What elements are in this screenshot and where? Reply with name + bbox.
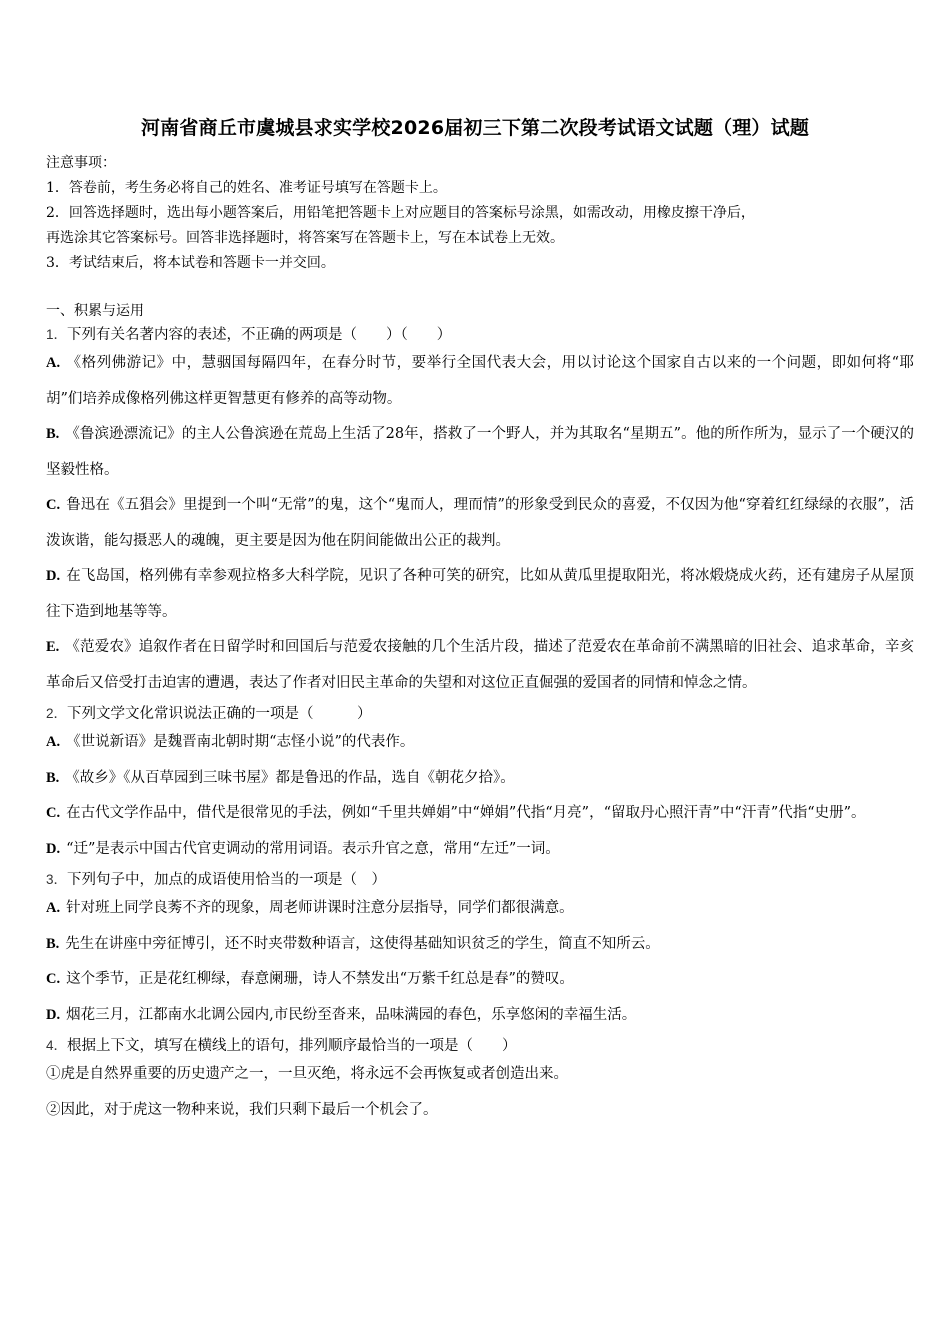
option-text: 在古代文学作品中，借代是很常见的手法，例如“千里共婵娟”中“婵娟”代指“月亮”，“留取丹心照汗青”中“汗青”代指“史册”。 (66, 805, 866, 821)
question-4-sentence-1 (46, 1057, 914, 1093)
question-2-option-a (46, 725, 914, 761)
option-label: D. (46, 840, 61, 857)
question-number: 3． (46, 872, 68, 887)
question-1-option-e (46, 630, 914, 701)
notice-item: 2．回答选择题时，选出每小题答案后，用铅笔把答题卡上对应题目的答案标号涂黑，如需改动，用橡皮擦干净后， (46, 205, 755, 221)
question-3-option-c (46, 962, 914, 998)
exam-body (46, 300, 914, 1128)
option-label: C. (46, 805, 61, 821)
question-3-stem (46, 869, 914, 891)
question-text: 下列文学文化常识说法正确的一项是（ ） (67, 706, 372, 722)
question-1-stem (46, 324, 914, 346)
question-3-option-b (46, 927, 914, 963)
option-label: C. (46, 497, 61, 513)
option-text: 《格列佛游记》中，慧骃国每隔四年，在春分时节，要举行全国代表大会，用以讨论这个国家自古以来的一个问题，即如何将“耶胡”们培养成像格列佛这样更智慧更有修养的高等动物。 (46, 355, 914, 407)
question-number: 1． (46, 327, 68, 342)
option-text: “迁”是表示中国古代官吏调动的常用词语。表示升官之意，常用“左迁”一词。 (66, 840, 560, 857)
question-4-stem (46, 1035, 914, 1057)
question-number: 2． (46, 706, 68, 721)
option-label: C. (46, 971, 61, 987)
question-text: 下列有关名著内容的表述，不正确的两项是（ ）（ ） (67, 327, 452, 343)
option-text: 《范爱农》追叙作者在日留学时和回国后与范爱农接触的几个生活片段，描述了范爱农在革命前不满黑暗的旧社会、追求革命，辛亥革命后又倍受打击迫害的遭遇，表达了作者对旧民主革命的失望和对这位正直倔强的爱国者的同情和悼念之情。 (46, 639, 914, 691)
question-1-option-d (46, 559, 914, 630)
question-1-option-c (46, 488, 914, 559)
option-text: 《世说新语》是魏晋南北朝时期“志怪小说”的代表作。 (66, 734, 415, 750)
notice-item: 3．考试结束后，将本试卷和答题卡一并交回。 (46, 255, 335, 271)
option-text: 在飞岛国，格列佛有幸参观拉格多大科学院，见识了各种可笑的研究，比如从黄瓜里提取阳光，将冰煅烧成火药，还有建房子从屋顶往下造到地基等等。 (46, 568, 914, 620)
option-text: 针对班上同学良莠不齐的现象，周老师讲课时注意分层指导，同学们都很满意。 (66, 900, 574, 916)
page-title: 河南省商丘市虞城县求实学校2026届初三下第二次段考试语文试题（理）试题 (140, 117, 810, 139)
option-label: A. (46, 355, 61, 371)
notice-item: 再选涂其它答案标号。回答非选择题时，将答案写在答题卡上，写在本试卷上无效。 (46, 230, 564, 246)
notice-block (46, 151, 916, 276)
question-2-option-d (46, 832, 914, 868)
question-text: 根据上下文，填写在横线上的语句，排列顺序最恰当的一项是（ ） (67, 1038, 517, 1054)
notice-item: 1．答卷前，考生务必将自己的姓名、准考证号填写在答题卡上。 (46, 180, 447, 196)
option-text: 鲁迅在《五猖会》里提到一个叫“无常”的鬼，这个“鬼而人，理而情”的形象受到民众的喜爱，不仅因为他“穿着红红绿绿的衣服”，活泼诙谐，能勾摄恶人的魂魄，更主要是因为他在阴间能做出公正的裁判。 (46, 497, 914, 549)
option-text: 这个季节，正是花红柳绿，春意阑珊，诗人不禁发出“万紫千红总是春”的赞叹。 (66, 971, 574, 987)
sentence-text: ①虎是自然界重要的历史遗产之一，一旦灭绝，将永远不会再恢复或者创造出来。 (46, 1066, 568, 1082)
notice-heading: 注意事项： (46, 155, 116, 171)
option-label: A. (46, 900, 61, 916)
option-text: 烟花三月，江都南水北调公园内,市民纷至沓来，品味满园的春色，乐享悠闲的幸福生活。 (66, 1006, 637, 1023)
sentence-text: ②因此，对于虎这一物种来说，我们只剩下最后一个机会了。 (46, 1101, 438, 1118)
option-label: D. (46, 1006, 61, 1023)
option-label: D. (46, 568, 61, 584)
option-text: 《鲁滨逊漂流记》的主人公鲁滨逊在荒岛上生活了28年，搭救了一个野人，并为其取名“星期五”。他的所作所为，显示了一个硬汉的坚毅性格。 (46, 426, 914, 478)
question-1-option-b (46, 417, 914, 488)
question-3-option-d (46, 998, 914, 1034)
option-label: B. (46, 426, 60, 442)
question-2-stem (46, 703, 914, 725)
question-1-option-a (46, 346, 914, 417)
option-text: 《故乡》《从百草园到三味书屋》都是鲁迅的作品，选自《朝花夕拾》。 (65, 769, 515, 786)
option-text: 先生在讲座中旁征博引，还不时夹带数种语言，这使得基础知识贫乏的学生，简直不知所云。 (65, 935, 660, 952)
option-label: B. (46, 935, 60, 952)
option-label: A. (46, 734, 61, 750)
section-heading: 一、积累与运用 (46, 303, 144, 319)
question-2-option-b (46, 761, 914, 797)
option-label: B. (46, 769, 60, 786)
question-2-option-c (46, 796, 914, 832)
question-4-sentence-2 (46, 1093, 914, 1129)
question-number: 4． (46, 1038, 68, 1053)
question-text: 下列句子中，加点的成语使用恰当的一项是（ ） (67, 872, 387, 888)
question-3-option-a (46, 891, 914, 927)
option-label: E. (46, 639, 60, 655)
